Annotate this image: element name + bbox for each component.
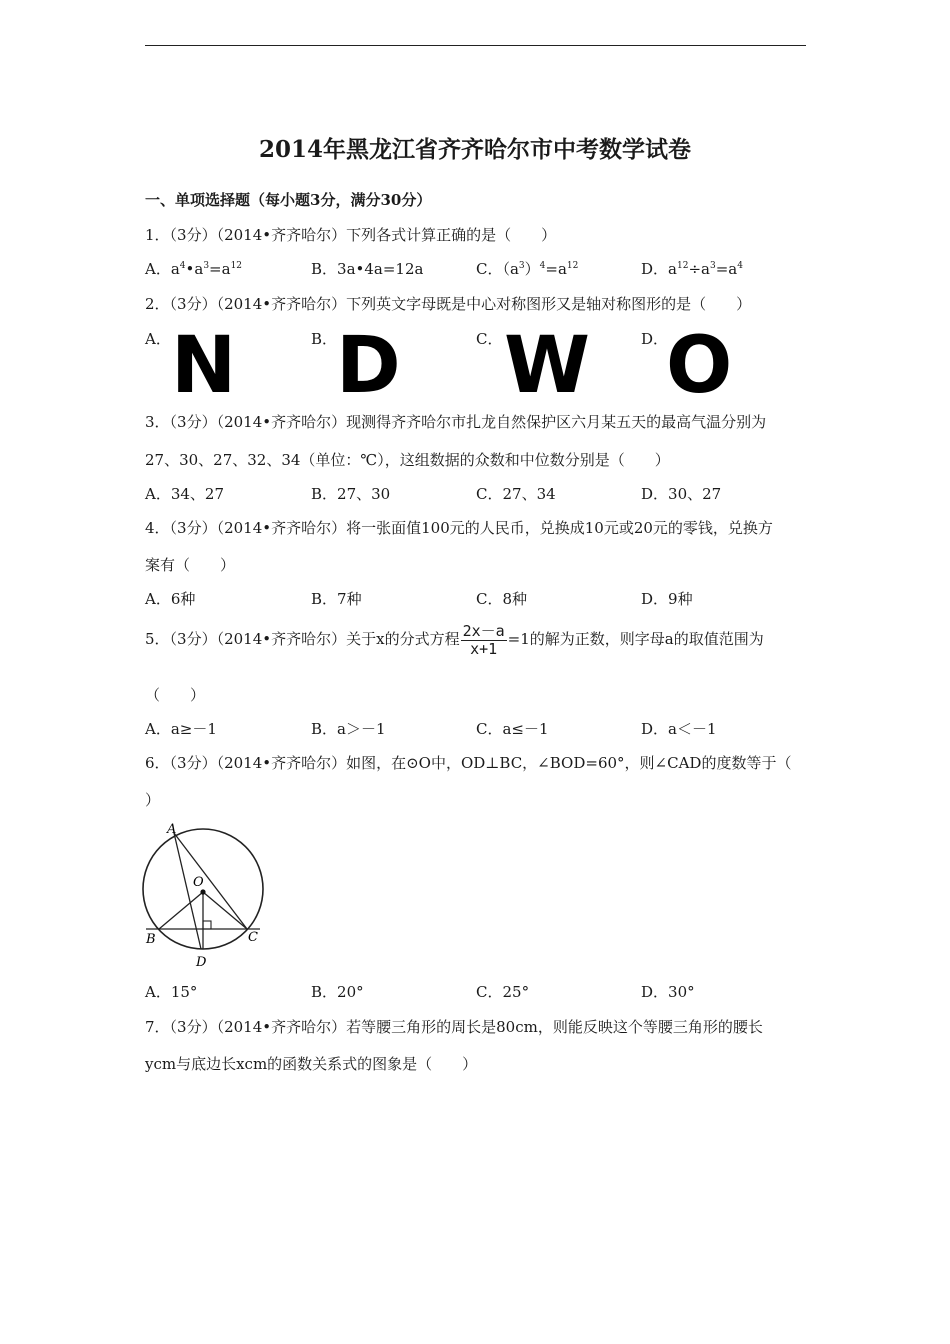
- q1-option-a: A．$a^4•a^3=a^{12}$: [145, 260, 243, 278]
- q4-stem-line2: 案有（ ）: [145, 556, 236, 574]
- q6-stem-line1: 6．（3分）（2014•齐齐哈尔）如图，在⊙O中，OD⊥BC，∠BOD=60°，则∠CAD的度数等于（: [145, 754, 792, 772]
- q5-stem-line1: 5．（3分）（2014•齐齐哈尔）关于x的分式方程 $\frac{2x-a}{x+1}$ =1的解为正数，则字母a的取值范围为: [145, 621, 764, 658]
- q4-option-b: B．7种: [311, 590, 362, 608]
- header-rule: [145, 45, 806, 46]
- q7-stem-line2: ycm与底边长xcm的函数关系式的图象是（ ）: [145, 1055, 478, 1073]
- label-b: B: [146, 932, 156, 947]
- q7-stem-line1: 7．（3分）（2014•齐齐哈尔）若等腰三角形的周长是80cm，则能反映这个等腰三角形的腰长: [145, 1018, 763, 1036]
- q1-option-c: C．$(a^3)^4=a^{12}$: [476, 260, 579, 278]
- q2-stem: 2．（3分）（2014•齐齐哈尔）下列英文字母既是中心对称图形又是轴对称图形的是（ ）: [145, 295, 752, 313]
- q2-option-b: B．: [311, 330, 338, 348]
- page-title: 2014年黑龙江省齐齐哈尔市中考数学试卷: [258, 136, 691, 163]
- q5-option-a: A．a≥－1: [145, 720, 217, 738]
- section-heading: 一、单项选择题（每小题3分，满分30分）: [145, 191, 432, 209]
- q4-option-c: C．8种: [476, 590, 528, 608]
- label-o: O: [193, 875, 204, 890]
- label-c: C: [248, 930, 258, 945]
- letter-o-image: O: [666, 321, 733, 411]
- q3-option-c: C．27、34: [476, 485, 556, 503]
- q2-option-a: A．: [145, 330, 171, 348]
- q2-option-c: C．: [476, 330, 503, 348]
- q3-option-d: D．30、27: [641, 485, 722, 503]
- q5-option-c: C．a≤－1: [476, 720, 549, 738]
- q6-option-b: B．20°: [311, 983, 364, 1001]
- q6-stem-line2: ）: [145, 791, 161, 809]
- q3-option-a: A．34、27: [145, 485, 225, 503]
- letter-n-image: N: [171, 321, 237, 411]
- q1-option-b: B．3a•4a=12a: [311, 260, 424, 278]
- q6-option-a: A．15°: [145, 983, 198, 1001]
- q4-stem-line1: 4．（3分）（2014•齐齐哈尔）将一张面值100元的人民币，兑换成10元或20元的零钱，兑换方: [145, 519, 773, 537]
- q3-stem-line1: 3．（3分）（2014•齐齐哈尔）现测得齐齐哈尔市扎龙自然保护区六月某五天的最高气温分别为: [145, 413, 767, 431]
- circle-geometry-figure: [138, 818, 268, 968]
- q5-option-d: D．a＜－1: [641, 720, 717, 738]
- q2-option-d: D．: [641, 330, 669, 348]
- letter-d-image: D: [336, 321, 401, 411]
- q5-stem-line2: （ ）: [145, 686, 206, 704]
- q4-option-d: D．9种: [641, 590, 693, 608]
- center-point: [200, 889, 205, 894]
- q6-option-d: D．30°: [641, 983, 695, 1001]
- right-angle-mark: [203, 921, 211, 929]
- q1-option-d: D．$a^{12}\div a^3=a^4$: [641, 260, 743, 278]
- letter-w-image: W: [504, 321, 591, 411]
- q5-option-b: B．a＞－1: [311, 720, 386, 738]
- q1-stem: 1．（3分）（2014•齐齐哈尔）下列各式计算正确的是（ ）: [145, 226, 557, 244]
- q3-stem-line2: 27、30、27、32、34（单位：℃），这组数据的众数和中位数分别是（ ）: [145, 451, 670, 469]
- label-d: D: [196, 955, 207, 970]
- segment-oc: [203, 892, 247, 929]
- q4-option-a: A．6种: [145, 590, 196, 608]
- q6-option-c: C．25°: [476, 983, 530, 1001]
- q5-fraction: $\frac{2x-a}{x+1}$: [462, 621, 505, 658]
- label-a: A: [167, 822, 177, 837]
- q3-option-b: B．27、30: [311, 485, 391, 503]
- segment-ob: [159, 892, 203, 929]
